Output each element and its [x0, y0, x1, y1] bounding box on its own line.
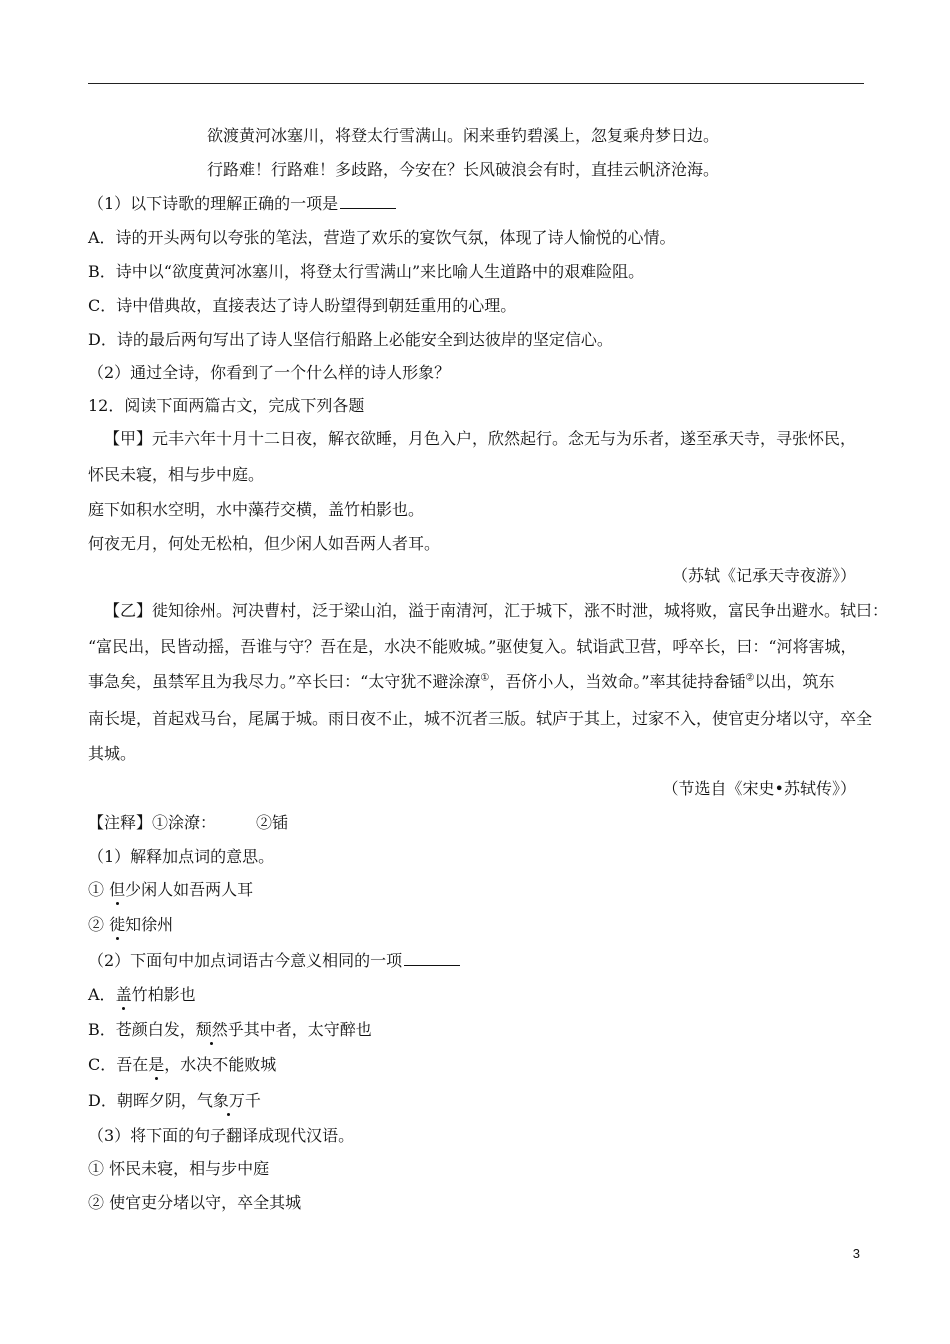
- q11-option-d: D．诗的最后两句写出了诗人坚信行船路上必能安全到达彼岸的坚定信心。: [88, 330, 613, 349]
- jia-line-4: 何夜无月，何处无松柏，但少闲人如吾两人者耳。: [88, 534, 441, 553]
- q11-option-c: C．诗中借典故，直接表达了诗人盼望得到朝廷重用的心理。: [88, 296, 517, 315]
- q12-sub1-item-1: ① 但少闲人如吾两人耳: [88, 880, 254, 899]
- jia-source: （苏轼《记承天寺夜游》）: [671, 566, 856, 585]
- note-ref-2: ②: [745, 672, 755, 684]
- q12-sub2: （2）下面句中加点词语古今意义相同的一项: [88, 951, 460, 971]
- q11-option-a: A．诗的开头两句以夸张的笔法，营造了欢乐的宴饮气氛，体现了诗人愉悦的心情。: [88, 228, 676, 247]
- answer-blank: [404, 951, 460, 966]
- header-rule: [88, 83, 864, 84]
- jia-line-3: 庭下如积水空明，水中藻荇交横，盖竹柏影也。: [88, 500, 425, 519]
- answer-blank: [340, 194, 396, 209]
- q11-sub2: （2）通过全诗，你看到了一个什么样的诗人形象？: [88, 363, 451, 382]
- q12-sub1-item-2: ② 徙知徐州: [88, 915, 174, 934]
- q12-option-b: B．苍颜白发，颓然乎其中者，太守醉也: [88, 1020, 372, 1039]
- q12-stem: 12．阅读下面两篇古文，完成下列各题: [88, 396, 365, 415]
- yi-source: （节选自《宋史•苏轼传》）: [662, 779, 856, 798]
- q11-sub1: （1）以下诗歌的理解正确的一项是: [88, 194, 396, 214]
- jia-line-1: 【甲】元丰六年十月十二日夜，解衣欲睡，月色入户，欣然起行。念无与为乐者，遂至承天寺，寻张怀民，: [104, 429, 857, 448]
- q12-sub3-item-1: ① 怀民未寝，相与步中庭: [88, 1159, 270, 1178]
- yi-line-3: 事急矣，虽禁军且为我尽力。”卒长曰：“太守犹不避涂潦①，吾侪小人，当效命。”率其徒持畚锸②以出，筑东: [88, 672, 835, 691]
- yi-line-4: 南长堤，首起戏马台，尾属于城。雨日夜不止，城不沉者三版。轼庐于其上，过家不入，使官吏分堵以守，卒全: [88, 709, 873, 728]
- note-ref-1: ①: [480, 672, 490, 684]
- q12-option-d: D．朝晖夕阴，气象万千: [88, 1091, 261, 1110]
- poem-line-1: 欲渡黄河冰塞川，将登太行雪满山。闲来垂钓碧溪上，忽复乘舟梦日边。: [207, 126, 720, 145]
- page-number: 3: [852, 1246, 860, 1261]
- yi-line-2: “富民出，民皆动摇，吾谁与守？吾在是，水决不能败城。”驱使复入。轼诣武卫营，呼卒长，曰：“河将害城，: [88, 637, 857, 656]
- q12-sub3-item-2: ② 使官吏分堵以守，卒全其城: [88, 1193, 302, 1212]
- annotation-label: 【注释】: [88, 813, 153, 832]
- q12-option-c: C．吾在是，水决不能败城: [88, 1055, 277, 1074]
- yi-line-5: 其城。: [88, 744, 137, 763]
- q12-option-a: A．盖竹柏影也: [88, 985, 196, 1004]
- q12-sub1: （1）解释加点词的意思。: [88, 847, 275, 866]
- q12-sub3: （3）将下面的句子翻译成现代汉语。: [88, 1126, 355, 1145]
- yi-line-1: 【乙】徙知徐州。河决曹村，泛于梁山泊，溢于南清河，汇于城下，涨不时泄，城将败，富民争出避水。轼曰：: [104, 601, 889, 620]
- jia-line-2: 怀民未寝，相与步中庭。: [88, 465, 265, 484]
- q11-option-b: B．诗中以“欲度黄河冰塞川，将登太行雪满山”来比喻人生道路中的艰难险阻。: [88, 262, 645, 281]
- poem-line-2: 行路难！行路难！多歧路，今安在？长风破浪会有时，直挂云帆济沧海。: [207, 160, 720, 179]
- annotation-line: 【注释】①涂潦： ②锸: [88, 813, 289, 832]
